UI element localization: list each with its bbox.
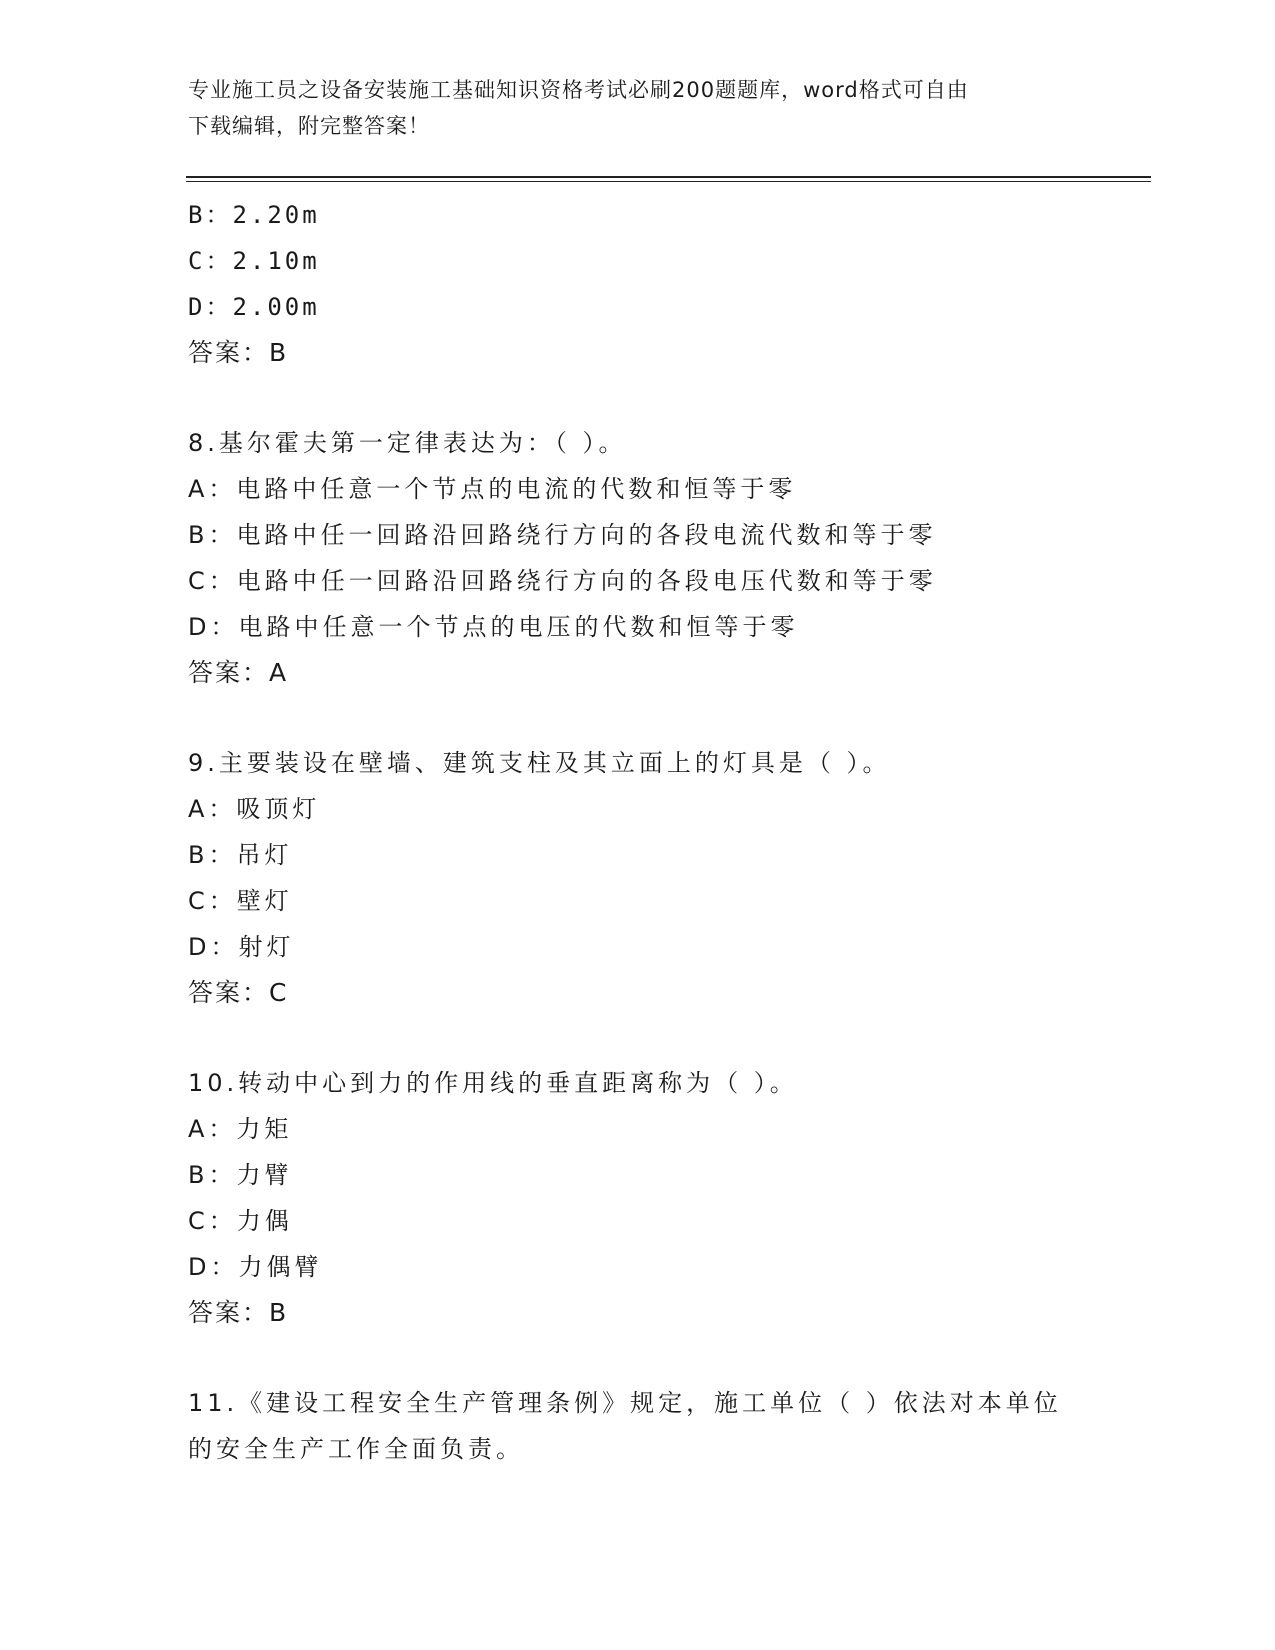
option-d: D：2.00m xyxy=(188,293,320,321)
question-stem: 9.主要装设在壁墙、建筑支柱及其立面上的灯具是（ ）。 xyxy=(188,749,891,777)
question-stem: 8.基尔霍夫第一定律表达为：（ ）。 xyxy=(188,429,627,457)
option-d: D：射灯 xyxy=(188,933,295,961)
document-header xyxy=(188,72,1068,144)
option-a: A：力矩 xyxy=(188,1115,293,1143)
question-stem: 11.《建设工程安全生产管理条例》规定，施工单位（ ）依法对本单位的安全生产工作全面负责。 xyxy=(188,1389,1062,1463)
option-a: A：吸顶灯 xyxy=(188,795,321,823)
option-c: C：电路中任一回路沿回路绕行方向的各段电压代数和等于零 xyxy=(188,567,937,595)
header-rule-thin xyxy=(186,181,1151,182)
option-b: B：2.20m xyxy=(188,201,320,229)
question-list xyxy=(188,192,1148,1472)
option-a: A：电路中任意一个节点的电流的代数和恒等于零 xyxy=(188,475,797,503)
header-title-line1: 专业施工员之设备安装施工基础知识资格考试必刷200题题库，word格式可自由 xyxy=(188,78,969,102)
option-d: D：电路中任意一个节点的电压的代数和恒等于零 xyxy=(188,613,799,641)
answer: 答案：C xyxy=(188,978,289,1007)
question-8 xyxy=(188,420,1148,696)
option-c: C：壁灯 xyxy=(188,887,293,915)
header-rule-thick xyxy=(186,176,1151,178)
option-c: C：力偶 xyxy=(188,1207,293,1235)
answer: 答案：A xyxy=(188,658,289,687)
option-b: B：电路中任一回路沿回路绕行方向的各段电流代数和等于零 xyxy=(188,521,937,549)
header-title-line2: 下载编辑，附完整答案！ xyxy=(188,114,430,138)
question-11 xyxy=(188,1380,1148,1472)
option-c: C：2.10m xyxy=(188,247,320,275)
option-b: B：力臂 xyxy=(188,1161,293,1189)
question-7-tail xyxy=(188,192,1148,376)
answer: 答案：B xyxy=(188,1298,289,1327)
option-d: D：力偶臂 xyxy=(188,1253,323,1281)
question-stem: 10.转动中心到力的作用线的垂直距离称为（ ）。 xyxy=(188,1069,798,1097)
question-10 xyxy=(188,1060,1148,1336)
answer: 答案：B xyxy=(188,338,289,367)
question-9 xyxy=(188,740,1148,1016)
option-b: B：吊灯 xyxy=(188,841,293,869)
